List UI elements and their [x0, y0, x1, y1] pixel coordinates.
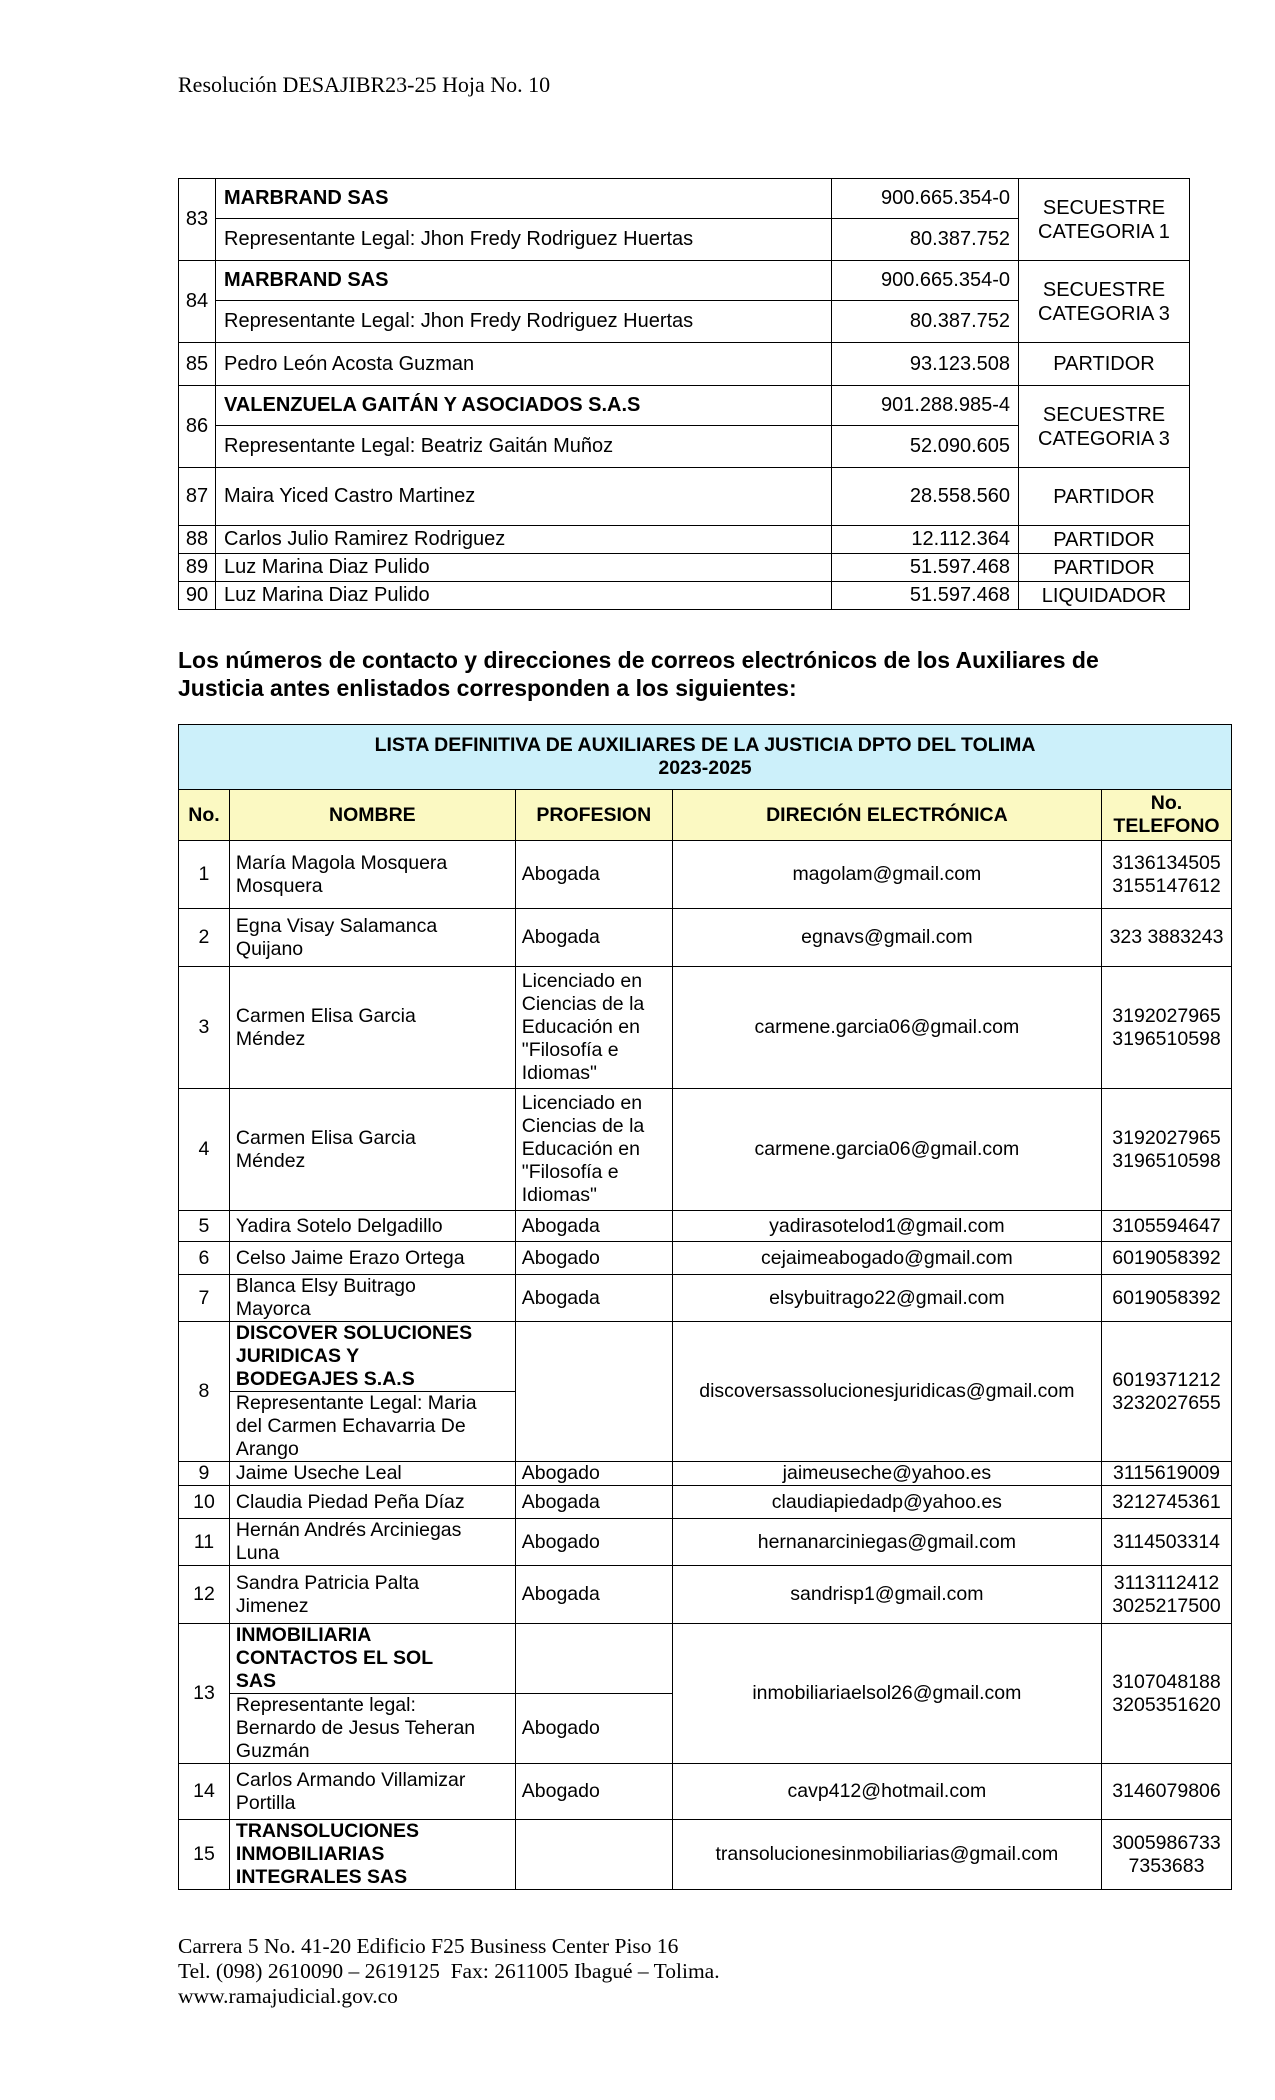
name-cell [229, 841, 515, 909]
profession-line: "Filosofía e [521, 1039, 619, 1061]
representative-line: Representante legal: [235, 1694, 416, 1716]
name-cell [229, 967, 515, 1089]
person-name: Maira Yiced Castro Martinez [216, 468, 832, 526]
table-row [179, 526, 1190, 554]
table-row [179, 1764, 1232, 1820]
table-row [179, 909, 1232, 967]
table-row [179, 1566, 1232, 1624]
role-line: CATEGORIA 1 [1038, 220, 1170, 243]
profession-line: Abogado [521, 1780, 600, 1802]
entity-name-line: TRANSOLUCIONES [235, 1820, 420, 1842]
profession-line: Idiomas" [521, 1062, 597, 1084]
email-cell: claudiapiedadp@yahoo.es [672, 1486, 1101, 1519]
entity-name-line: INTEGRALES SAS [235, 1866, 408, 1888]
column-header-phone-line: TELEFONO [1113, 815, 1220, 837]
email-cell: magolam@gmail.com [672, 841, 1101, 909]
profession-line: Abogado [521, 1462, 600, 1484]
name-cell [229, 1820, 515, 1890]
role-cell: PARTIDOR [1019, 554, 1190, 582]
row-number: 86 [179, 386, 216, 468]
phone-line: 6019371212 [1112, 1368, 1221, 1391]
phone-line: 3113112412 [1113, 1571, 1220, 1594]
intro-line: Los números de contacto y direcciones de correos electrónicos de los Auxiliares de [178, 647, 1099, 673]
phone-line: 3146079806 [1112, 1780, 1221, 1802]
page-header: Resolución DESAJIBR23-25 Hoja No. 10 [178, 72, 551, 97]
entity-name-line: CONTACTOS EL SOL [235, 1647, 434, 1669]
representative-id: 80.387.752 [832, 301, 1019, 343]
role-cell: PARTIDOR [1019, 526, 1190, 554]
column-header-name: NOMBRE [229, 790, 515, 841]
name-line: Carmen Elisa Garcia [235, 1126, 416, 1149]
legal-representative-cell [229, 1694, 515, 1764]
name-cell [229, 1211, 515, 1242]
phone-line: 7353683 [1128, 1854, 1205, 1877]
table-row [179, 1519, 1232, 1566]
profession-line: Abogada [521, 1490, 600, 1513]
name-line: Carmen Elisa Garcia [235, 1004, 416, 1027]
column-header-profession: PROFESION [515, 790, 672, 841]
phone-line: 3196510598 [1112, 1027, 1221, 1050]
phone-line: 323 3883243 [1109, 926, 1224, 948]
profession-line: Abogada [521, 1286, 600, 1309]
role-cell [1019, 261, 1190, 343]
entity-name: VALENZUELA GAITÁN Y ASOCIADOS S.A.S [216, 386, 832, 426]
role-cell: PARTIDOR [1019, 468, 1190, 526]
phone-cell [1102, 1566, 1232, 1624]
name-line: Claudia Piedad Peña Díaz [235, 1490, 465, 1513]
role-cell [1019, 179, 1190, 261]
phone-line: 3136134505 [1112, 851, 1221, 874]
phone-cell [1102, 1275, 1232, 1322]
role-line: SECUESTRE [1042, 403, 1166, 426]
phone-cell [1102, 1242, 1232, 1275]
phone-cell [1102, 909, 1232, 967]
phone-cell [1102, 1322, 1232, 1462]
name-line: Mayorca [235, 1298, 311, 1320]
row-number: 11 [179, 1519, 230, 1566]
role-line: CATEGORIA 3 [1038, 302, 1170, 325]
footer-address: Carrera 5 No. 41-20 Edificio F25 Business Center Piso 16 [178, 1934, 679, 1958]
entity-name-line: DISCOVER SOLUCIONES [235, 1322, 473, 1344]
person-id: 51.597.468 [832, 582, 1019, 610]
phone-line: 3232027655 [1112, 1391, 1221, 1414]
representative-line: Representante Legal: Maria [235, 1392, 477, 1414]
column-header-phone [1102, 790, 1232, 841]
phone-cell [1102, 1820, 1232, 1890]
name-line: Mosquera [235, 874, 323, 897]
phone-line: 6019058392 [1112, 1246, 1221, 1269]
name-cell [229, 1519, 515, 1566]
entity-name-cell [229, 1624, 515, 1694]
phone-line: 3155147612 [1112, 874, 1221, 897]
phone-line: 3025217500 [1112, 1594, 1221, 1617]
representative-line: del Carmen Echavarria De [235, 1415, 466, 1437]
entity-name-line: BODEGAJES S.A.S [235, 1368, 415, 1390]
row-number: 3 [179, 967, 230, 1089]
phone-line: 3196510598 [1112, 1149, 1221, 1172]
phone-cell [1102, 1624, 1232, 1764]
profession-line: Ciencias de la [521, 1115, 645, 1137]
profession-line: Abogada [521, 1583, 600, 1605]
column-header-phone-line: No. [1150, 792, 1183, 814]
name-line: Sandra Patricia Palta [235, 1571, 420, 1594]
profession-line: "Filosofía e [521, 1161, 619, 1183]
name-line: Yadira Sotelo Delgadillo [235, 1214, 443, 1237]
email-cell: yadirasotelod1@gmail.com [672, 1211, 1101, 1242]
table-row [179, 261, 1190, 301]
column-header-num: No. [179, 790, 230, 841]
phone-line: 3205351620 [1112, 1693, 1221, 1716]
entity-name-line: INMOBILIARIAS [235, 1843, 385, 1865]
profession-line: Ciencias de la [521, 993, 645, 1015]
profession-line: Abogada [521, 926, 600, 948]
person-name: Pedro León Acosta Guzman [216, 343, 832, 386]
profession-cell [515, 1275, 672, 1322]
row-number: 90 [179, 582, 216, 610]
person-name: Luz Marina Diaz Pulido [216, 582, 832, 610]
representative-line: Guzmán [235, 1740, 310, 1762]
intro-line: Justicia antes enlistados corresponden a los siguientes: [178, 675, 797, 701]
profession-cell [515, 1322, 672, 1462]
name-line: Méndez [235, 1149, 306, 1172]
legal-representative-cell [229, 1392, 515, 1462]
person-id: 28.558.560 [832, 468, 1019, 526]
email-cell: inmobiliariaelsol26@gmail.com [672, 1624, 1101, 1764]
phone-cell [1102, 1089, 1232, 1211]
table-row [179, 1211, 1232, 1242]
phone-line: 3115619009 [1113, 1462, 1221, 1484]
phone-cell [1102, 841, 1232, 909]
email-cell: egnavs@gmail.com [672, 909, 1101, 967]
name-cell [229, 1275, 515, 1322]
name-line: Egna Visay Salamanca [235, 914, 438, 937]
phone-line: 6019058392 [1112, 1286, 1221, 1309]
role-line: SECUESTRE [1042, 278, 1166, 301]
profession-cell [515, 1211, 672, 1242]
phone-cell [1102, 1211, 1232, 1242]
row-number: 87 [179, 468, 216, 526]
profession-line: Abogado [521, 1246, 600, 1269]
phone-cell [1102, 967, 1232, 1089]
representative-id: 52.090.605 [832, 426, 1019, 468]
representative-id: 80.387.752 [832, 219, 1019, 261]
row-number: 5 [179, 1211, 230, 1242]
email-cell: sandrisp1@gmail.com [672, 1566, 1101, 1624]
legal-representative: Representante Legal: Jhon Fredy Rodriguez Huertas [216, 301, 832, 343]
table-row [179, 1275, 1232, 1322]
phone-line: 3192027965 [1112, 1004, 1221, 1027]
profession-cell [515, 1624, 672, 1694]
table-row [179, 841, 1232, 909]
page-footer [178, 1934, 720, 2009]
footer-website: www.ramajudicial.gov.co [178, 1984, 398, 2008]
table-row [179, 1486, 1232, 1519]
email-cell: hernanarciniegas@gmail.com [672, 1519, 1101, 1566]
row-number: 89 [179, 554, 216, 582]
row-number: 15 [179, 1820, 230, 1890]
legal-representative: Representante Legal: Jhon Fredy Rodriguez Huertas [216, 219, 832, 261]
entity-name-cell [229, 1322, 515, 1392]
person-name: Carlos Julio Ramirez Rodriguez [216, 526, 832, 554]
phone-line: 3105594647 [1112, 1214, 1221, 1237]
table-row [179, 554, 1190, 582]
role-line: SECUESTRE [1042, 196, 1166, 219]
phone-line: 3107048188 [1112, 1670, 1221, 1693]
person-id: 51.597.468 [832, 554, 1019, 582]
table-title-line: LISTA DEFINITIVA DE AUXILIARES DE LA JUSTICIA DPTO DEL TOLIMA [374, 734, 1036, 756]
table-row [179, 967, 1232, 1089]
profession-cell [515, 1566, 672, 1624]
entity-name-line: INMOBILIARIA [235, 1624, 372, 1646]
phone-line: 3212745361 [1112, 1490, 1221, 1513]
entity-name-line: SAS [235, 1670, 277, 1692]
table-row [179, 1624, 1232, 1694]
email-cell: cejaimeabogado@gmail.com [672, 1242, 1101, 1275]
profession-cell [515, 1764, 672, 1820]
name-cell [229, 1242, 515, 1275]
email-cell: elsybuitrago22@gmail.com [672, 1275, 1101, 1322]
column-header-email: DIRECIÓN ELECTRÓNICA [672, 790, 1101, 841]
profession-cell [515, 967, 672, 1089]
entity-name: MARBRAND SAS [216, 261, 832, 301]
profession-line: Idiomas" [521, 1184, 597, 1206]
row-number: 8 [179, 1322, 230, 1462]
phone-line: 3005986733 [1112, 1831, 1221, 1854]
row-number: 7 [179, 1275, 230, 1322]
profession-line: Licenciado en [521, 970, 643, 992]
contact-list-table [178, 724, 1232, 1890]
table-title-line: 2023-2025 [658, 757, 752, 779]
profession-line: Abogada [521, 1214, 600, 1237]
name-cell [229, 1462, 515, 1486]
footer-phone: Tel. (098) 2610090 – 2619125 Fax: 2611005 Ibagué – Tolima. [178, 1959, 720, 1983]
role-line: CATEGORIA 3 [1038, 427, 1170, 450]
table-row [179, 179, 1190, 219]
role-cell [1019, 386, 1190, 468]
row-number: 85 [179, 343, 216, 386]
row-number: 9 [179, 1462, 230, 1486]
entity-id: 900.665.354-0 [832, 261, 1019, 301]
profession-line: Abogado [521, 1530, 600, 1553]
email-cell: cavp412@hotmail.com [672, 1764, 1101, 1820]
name-line: Jaime Useche Leal [235, 1462, 402, 1484]
name-line: Quijano [235, 937, 304, 960]
row-number: 88 [179, 526, 216, 554]
entity-name-line: JURIDICAS Y [235, 1345, 360, 1367]
profession-cell: Abogado [515, 1694, 672, 1764]
table-row [179, 1242, 1232, 1275]
table-row [179, 386, 1190, 426]
row-number: 6 [179, 1242, 230, 1275]
row-number: 1 [179, 841, 230, 909]
table-row [179, 582, 1190, 610]
name-cell [229, 909, 515, 967]
email-cell: jaimeuseche@yahoo.es [672, 1462, 1101, 1486]
profession-line: Abogada [521, 863, 600, 885]
entity-id: 901.288.985-4 [832, 386, 1019, 426]
name-line: Portilla [235, 1791, 296, 1814]
profession-line: Educación en [521, 1138, 640, 1160]
phone-line: 3192027965 [1112, 1126, 1221, 1149]
profession-cell [515, 1820, 672, 1890]
profession-cell [515, 909, 672, 967]
person-id: 12.112.364 [832, 526, 1019, 554]
phone-cell [1102, 1462, 1232, 1486]
row-number: 2 [179, 909, 230, 967]
row-number: 13 [179, 1624, 230, 1764]
name-line: Carlos Armando Villamizar [235, 1768, 466, 1791]
person-id: 93.123.508 [832, 343, 1019, 386]
auxiliares-table-continued [178, 178, 1190, 610]
role-cell: LIQUIDADOR [1019, 582, 1190, 610]
row-number: 12 [179, 1566, 230, 1624]
profession-cell [515, 1242, 672, 1275]
legal-representative: Representante Legal: Beatriz Gaitán Muñoz [216, 426, 832, 468]
name-line: Luna [235, 1542, 280, 1564]
name-cell [229, 1764, 515, 1820]
phone-cell [1102, 1764, 1232, 1820]
profession-cell [515, 1089, 672, 1211]
row-number: 4 [179, 1089, 230, 1211]
email-cell: discoversassolucionesjuridicas@gmail.com [672, 1322, 1101, 1462]
name-line: Hernán Andrés Arciniegas [235, 1519, 462, 1541]
name-line: María Magola Mosquera [235, 851, 448, 874]
table-title [179, 725, 1232, 790]
representative-line: Bernardo de Jesus Teheran [235, 1717, 476, 1739]
phone-cell [1102, 1519, 1232, 1566]
table-row [179, 468, 1190, 526]
email-cell: transolucionesinmobiliarias@gmail.com [672, 1820, 1101, 1890]
profession-cell [515, 1486, 672, 1519]
phone-line: 3114503314 [1113, 1530, 1221, 1553]
name-cell [229, 1486, 515, 1519]
person-name: Luz Marina Diaz Pulido [216, 554, 832, 582]
email-cell: carmene.garcia06@gmail.com [672, 1089, 1101, 1211]
row-number: 10 [179, 1486, 230, 1519]
representative-line: Arango [235, 1438, 299, 1460]
table-row [179, 343, 1190, 386]
email-cell: carmene.garcia06@gmail.com [672, 967, 1101, 1089]
phone-cell [1102, 1486, 1232, 1519]
profession-cell [515, 1462, 672, 1486]
row-number: 83 [179, 179, 216, 261]
name-cell [229, 1089, 515, 1211]
table-row [179, 1322, 1232, 1392]
name-line: Méndez [235, 1027, 306, 1050]
role-cell: PARTIDOR [1019, 343, 1190, 386]
table-row [179, 1089, 1232, 1211]
entity-id: 900.665.354-0 [832, 179, 1019, 219]
name-cell [229, 1566, 515, 1624]
entity-name: MARBRAND SAS [216, 179, 832, 219]
intro-paragraph [178, 646, 1178, 702]
row-number: 14 [179, 1764, 230, 1820]
profession-cell [515, 1519, 672, 1566]
profession-line: Licenciado en [521, 1092, 643, 1114]
name-line: Celso Jaime Erazo Ortega [235, 1246, 465, 1269]
row-number: 84 [179, 261, 216, 343]
profession-cell [515, 841, 672, 909]
name-line: Blanca Elsy Buitrago [235, 1275, 416, 1297]
profession-line: Educación en [521, 1016, 640, 1038]
table-row [179, 1462, 1232, 1486]
name-line: Jimenez [235, 1594, 309, 1617]
table-row [179, 1820, 1232, 1890]
